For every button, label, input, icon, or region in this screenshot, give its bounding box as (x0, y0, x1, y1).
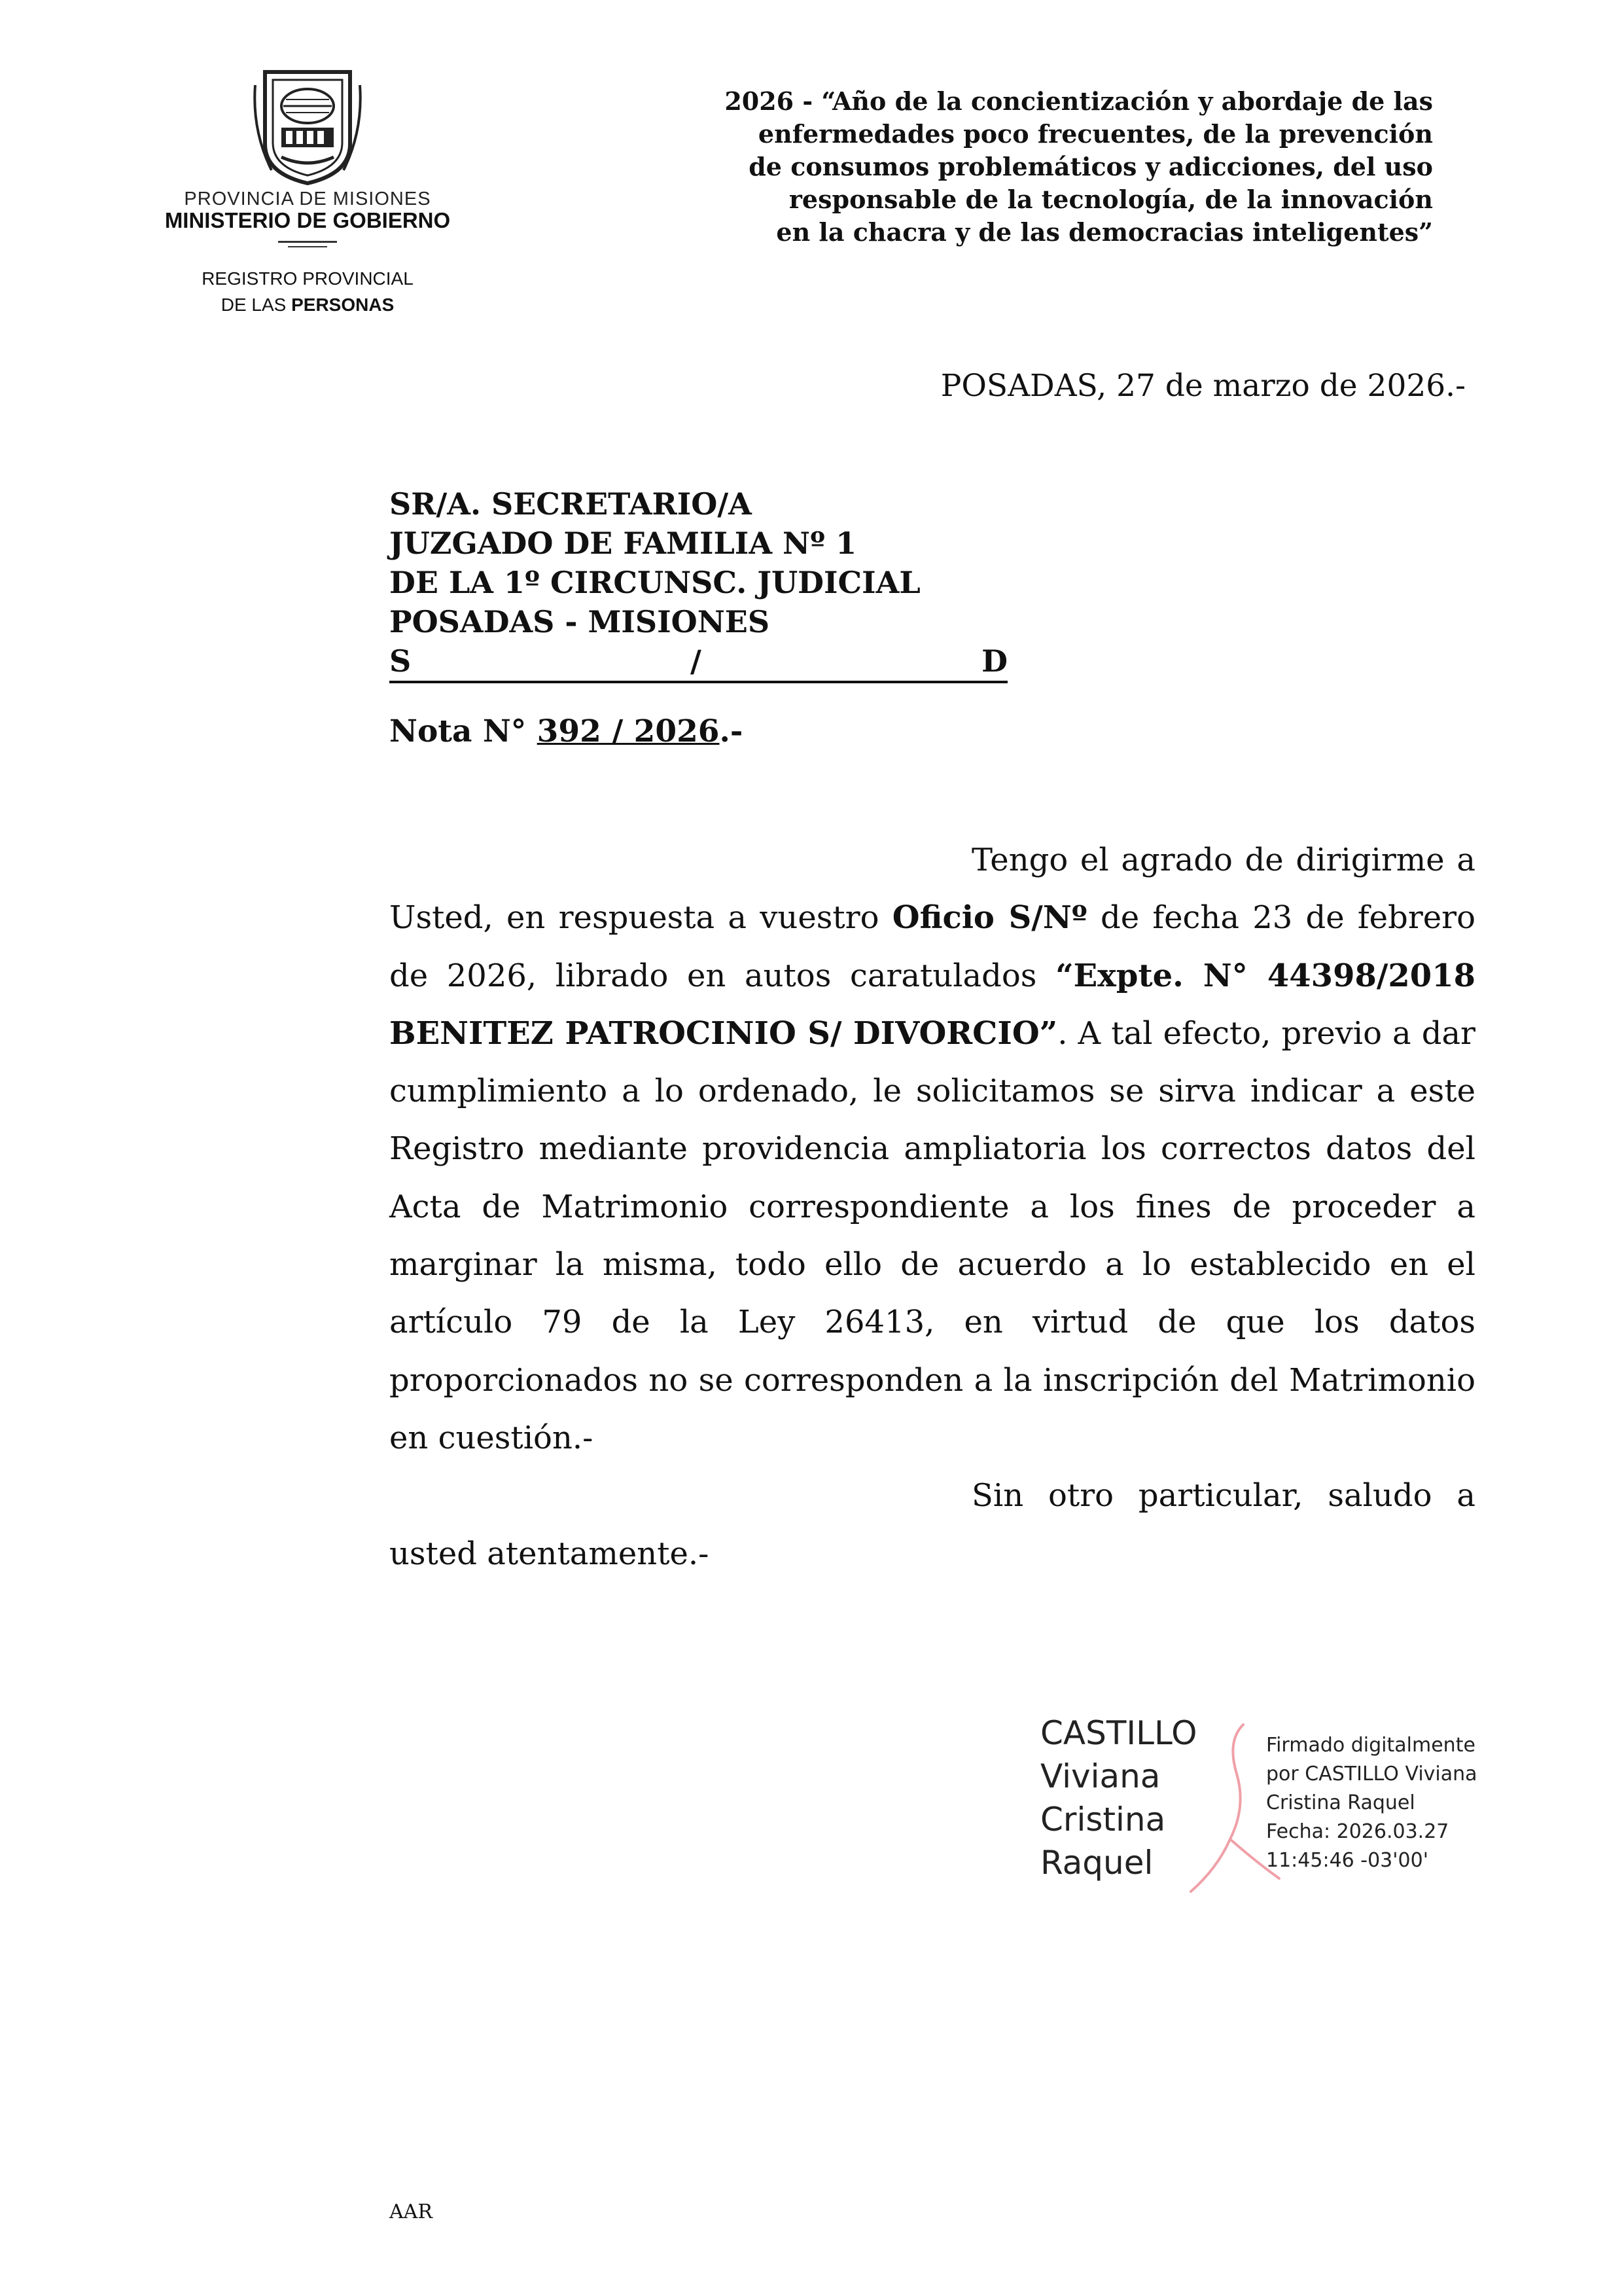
registry-name-line2 (150, 295, 465, 315)
registry-name-line1: REGISTRO PROVINCIAL (202, 268, 414, 289)
place-date: POSADAS, 27 de marzo de 2026.- (940, 368, 1466, 404)
recipient-line: POSADAS - MISIONES (389, 604, 770, 639)
body-text: Tengo el agrado de dirigirme a Usted, en respuesta a vuestro (389, 842, 1475, 937)
sd-slash: / (690, 643, 701, 679)
body-text: . A tal efecto, previo a dar cumplimiento a lo ordenado, le solicitamos se sirva indicar a este Registro mediante providencia ampliatoria los correctos datos del Acta de Matrimonio correspondiente a los fines de proceder a marginar la misma, todo ello de acuerdo a lo establecido en el artículo 79 de la Ley 26413, en virtud de que los datos proporcionados no se corresponden a la inscripción del Matrimonio en cuestión.- (389, 1014, 1476, 1456)
sd-d: D (981, 643, 1008, 679)
signature-info-line: 11:45:46 -03'00' (1266, 1849, 1428, 1872)
signature-info-line: Cristina Raquel (1266, 1791, 1415, 1814)
note-number (389, 713, 743, 749)
typist-initials: AAR (389, 2200, 432, 2223)
signature-info-line: Fecha: 2026.03.27 (1266, 1820, 1449, 1843)
recipient-line: JUZGADO DE FAMILIA Nº 1 (389, 526, 857, 561)
body-paragraph-2: Sin otro particular, saludo a usted atentamente.- (389, 1477, 1475, 1572)
signer-name-line: Cristina (1040, 1801, 1166, 1839)
body-text: de fecha 23 de febrero de 2026, librado en autos caratulados (389, 899, 1476, 994)
motto-line: en la chacra y de las democracias inteligentes” (776, 217, 1433, 247)
provincia-de-misiones-crest-icon (252, 65, 363, 187)
recipient-line: SR/A. SECRETARIO/A (389, 486, 752, 522)
province-name: PROVINCIA DE MISIONES (184, 188, 431, 209)
sd-line (389, 641, 1008, 683)
year-motto (641, 85, 1433, 249)
signature-info-line: Firmado digitalmente (1266, 1734, 1475, 1757)
note-label: Nota N° (389, 713, 537, 749)
ministry-divider (278, 241, 337, 243)
ministry-divider-short (288, 246, 327, 247)
digital-signature-info (1266, 1731, 1477, 1875)
registry-name-prefix: DE LAS (221, 295, 292, 315)
signer-name-line: Raquel (1040, 1844, 1154, 1882)
ministry-name: MINISTERIO DE GOBIERNO (164, 208, 451, 232)
sd-s: S (389, 643, 412, 679)
motto-line: enfermedades poco frecuentes, de la prevención (758, 119, 1433, 149)
oficio-ref: Oficio S/Nº (892, 899, 1087, 937)
signature-info-line: por CASTILLO Viviana (1266, 1763, 1477, 1785)
motto-line: responsable de la tecnología, de la innovación (788, 185, 1433, 214)
case-title: “Expte. N° 44398/2018 BENITEZ PATROCINIO S/ DIVORCIO” (389, 957, 1475, 1052)
body-paragraph-1 (389, 831, 1475, 1467)
recipient-block (389, 484, 1017, 683)
note-number-value: 392 / 2026 (537, 713, 720, 749)
signer-name-line: Viviana (1040, 1757, 1161, 1795)
recipient-line: DE LA 1º CIRCUNSC. JUDICIAL (389, 565, 921, 600)
signer-name-line: CASTILLO (1040, 1714, 1197, 1752)
motto-line: de consumos problemáticos y adicciones, del uso (749, 152, 1433, 181)
registry-name-bold: PERSONAS (291, 295, 395, 315)
motto-line: 2026 - “Año de la concientización y abordaje de las (724, 86, 1433, 116)
letter-body (389, 831, 1475, 1583)
note-suffix: .- (719, 713, 743, 749)
